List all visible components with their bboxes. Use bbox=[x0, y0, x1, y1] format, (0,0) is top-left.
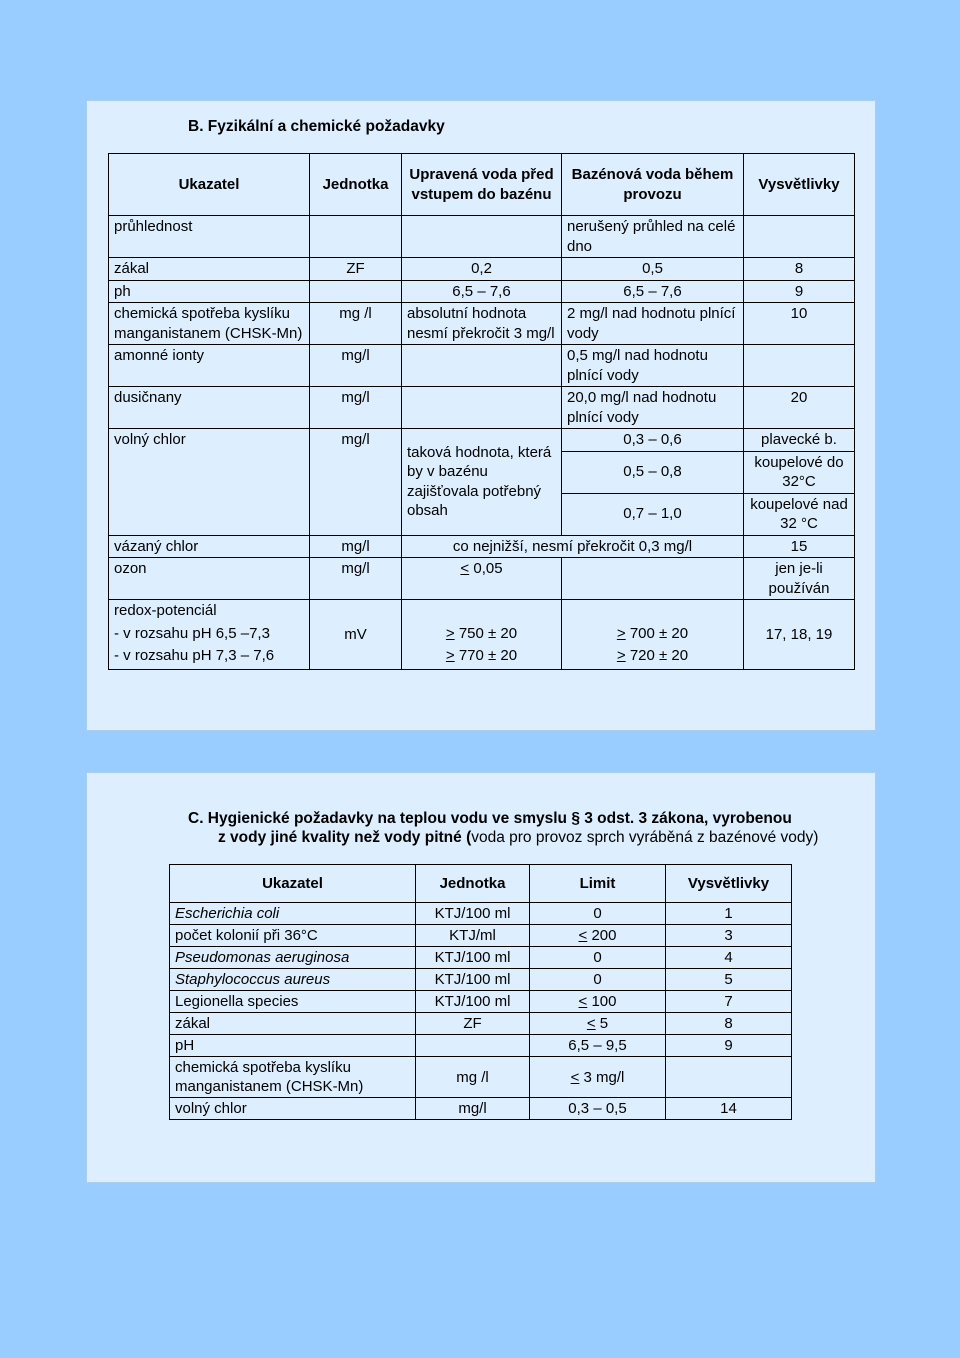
table-row bbox=[109, 280, 855, 303]
cell-bazen bbox=[562, 600, 744, 670]
table-row bbox=[170, 991, 792, 1013]
cell-jednotka bbox=[310, 280, 402, 303]
cell-upravena: taková hodnota, která by v bazénu zajišťovala potřebný obsah bbox=[402, 429, 562, 536]
hygiene-table bbox=[169, 864, 792, 1120]
cell-vysv: 1 bbox=[666, 903, 792, 925]
cell-bazen: 20,0 mg/l nad hodnotu plnící vody bbox=[562, 387, 744, 429]
cell-jednotka: ZF bbox=[310, 258, 402, 281]
cell-jednotka: KTJ/100 ml bbox=[416, 991, 530, 1013]
cell-limit bbox=[530, 947, 666, 969]
table-row bbox=[109, 303, 855, 345]
cell-vysv: koupelové do 32°C bbox=[744, 451, 855, 493]
cell-vysv: koupelové nad 32 °C bbox=[744, 493, 855, 535]
cell-vysv bbox=[744, 345, 855, 387]
cell-upravena bbox=[402, 600, 562, 670]
cell-vysv: 8 bbox=[744, 258, 855, 281]
cell-ukazatel: zákal bbox=[109, 258, 310, 281]
cell-vysv: 9 bbox=[666, 1035, 792, 1057]
cell-ukazatel: počet kolonií při 36°C bbox=[170, 925, 416, 947]
cell-jednotka: mg/l bbox=[310, 429, 402, 536]
table-row bbox=[170, 1013, 792, 1035]
limit-value: 200 bbox=[587, 927, 617, 944]
cell-vysv: 10 bbox=[744, 303, 855, 345]
cell-vysv: 7 bbox=[666, 991, 792, 1013]
limit-sign: < bbox=[578, 993, 588, 1010]
section-c-heading-line2: z vody jiné kvality než vody pitné ( bbox=[218, 829, 472, 846]
cell-jednotka: mV bbox=[310, 600, 402, 670]
cell-ukazatel: Escherichia coli bbox=[170, 903, 416, 925]
cell-bazen: 0,3 – 0,6 bbox=[562, 429, 744, 452]
physical-chemical-table bbox=[108, 153, 855, 670]
limit-sign: < bbox=[570, 1068, 580, 1086]
redox-title: redox-potenciál bbox=[114, 602, 217, 619]
cell-jednotka: KTJ/100 ml bbox=[416, 969, 530, 991]
cell-vysv: 9 bbox=[744, 280, 855, 303]
header-jednotka: Jednotka bbox=[416, 865, 530, 903]
cell-bazen: 0,5 mg/l nad hodnotu plnící vody bbox=[562, 345, 744, 387]
cell-vysv: 14 bbox=[666, 1098, 792, 1120]
header-limit: Limit bbox=[530, 865, 666, 903]
cell-vysv: 8 bbox=[666, 1013, 792, 1035]
table-header-row bbox=[170, 865, 792, 903]
table-row bbox=[109, 535, 855, 558]
header-ukazatel: Ukazatel bbox=[109, 154, 310, 216]
cell-vysv: 17, 18, 19 bbox=[744, 600, 855, 670]
cell-limit bbox=[530, 1057, 666, 1098]
header-upravena: Upravená voda před vstupem do bazénu bbox=[402, 154, 562, 216]
cell-vysv bbox=[744, 216, 855, 258]
header-ukazatel: Ukazatel bbox=[170, 865, 416, 903]
cell-jednotka: mg/l bbox=[310, 387, 402, 429]
cell-jednotka: ZF bbox=[416, 1013, 530, 1035]
table-row bbox=[109, 600, 855, 670]
cell-ukazatel: dusičnany bbox=[109, 387, 310, 429]
table-row bbox=[109, 429, 855, 452]
cell-hodnota: co nejnižší, nesmí překročit 0,3 mg/l bbox=[402, 535, 744, 558]
limit-value: 5 bbox=[595, 1015, 609, 1032]
cell-value: 700 ± 20 bbox=[625, 624, 689, 642]
cell-vysv: plavecké b. bbox=[744, 429, 855, 452]
cell-upravena bbox=[402, 387, 562, 429]
cell-upravena bbox=[402, 216, 562, 258]
cell-ukazatel bbox=[109, 600, 310, 670]
cell-bazen: nerušený průhled na celé dno bbox=[562, 216, 744, 258]
cell-vysv: 3 bbox=[666, 925, 792, 947]
cell-ukazatel: volný chlor bbox=[109, 429, 310, 536]
cell-ukazatel: chemická spotřeba kyslíku manganistanem (CHSK-Mn) bbox=[109, 303, 310, 345]
cell-jednotka: KTJ/100 ml bbox=[416, 947, 530, 969]
section-b-heading: B. Fyzikální a chemické požadavky bbox=[188, 118, 445, 135]
section-b-panel bbox=[86, 100, 876, 731]
section-c-heading-line1: C. Hygienické požadavky na teplou vodu ve smyslu § 3 odst. 3 zákona, vyrobenou bbox=[188, 810, 792, 827]
limit-value: 3 mg/l bbox=[579, 1068, 625, 1086]
cell-jednotka: mg/l bbox=[310, 535, 402, 558]
header-jednotka: Jednotka bbox=[310, 154, 402, 216]
cell-vysv: 5 bbox=[666, 969, 792, 991]
cell-ukazatel: volný chlor bbox=[170, 1098, 416, 1120]
table-row bbox=[170, 1098, 792, 1120]
cell-ukazatel: pH bbox=[170, 1035, 416, 1057]
cell-ukazatel: vázaný chlor bbox=[109, 535, 310, 558]
table-row bbox=[170, 1035, 792, 1057]
cell-ukazatel: Staphylococcus aureus bbox=[170, 969, 416, 991]
table-row bbox=[170, 969, 792, 991]
cell-vysv: 4 bbox=[666, 947, 792, 969]
cell-jednotka: mg/l bbox=[310, 558, 402, 600]
cell-upravena bbox=[402, 558, 562, 600]
cell-limit bbox=[530, 1013, 666, 1035]
limit-value: 0 bbox=[593, 949, 602, 966]
cell-ukazatel: Legionella species bbox=[170, 991, 416, 1013]
cell-upravena: 0,2 bbox=[402, 258, 562, 281]
redox-range-2: - v rozsahu pH 7,3 – 7,6 bbox=[114, 647, 275, 664]
cell-ukazatel: chemická spotřeba kyslíku manganistanem (CHSK-Mn) bbox=[170, 1057, 416, 1098]
cell-upravena bbox=[402, 345, 562, 387]
cell-ukazatel: ph bbox=[109, 280, 310, 303]
cell-limit bbox=[530, 925, 666, 947]
cell-vysv: 20 bbox=[744, 387, 855, 429]
greater-equal-sign: > bbox=[445, 647, 455, 664]
cell-vysv bbox=[666, 1057, 792, 1098]
table-row bbox=[109, 216, 855, 258]
section-c-heading-note: voda pro provoz sprch vyráběná z bazénové vody) bbox=[471, 829, 819, 846]
greater-equal-sign: > bbox=[445, 624, 455, 642]
cell-ukazatel: Pseudomonas aeruginosa bbox=[170, 947, 416, 969]
cell-value: 750 ± 20 bbox=[454, 624, 518, 642]
cell-jednotka bbox=[416, 1035, 530, 1057]
section-c-heading bbox=[188, 809, 868, 847]
table-header-row bbox=[109, 154, 855, 216]
limit-value: 0 bbox=[593, 905, 602, 922]
cell-vysv: 15 bbox=[744, 535, 855, 558]
cell-bazen: 0,7 – 1,0 bbox=[562, 493, 744, 535]
cell-bazen: 0,5 bbox=[562, 258, 744, 281]
cell-limit bbox=[530, 1035, 666, 1057]
cell-limit bbox=[530, 991, 666, 1013]
table-row bbox=[109, 345, 855, 387]
header-bazenova: Bazénová voda během provozu bbox=[562, 154, 744, 216]
greater-equal-sign: > bbox=[616, 647, 626, 664]
cell-limit bbox=[530, 903, 666, 925]
cell-value: 770 ± 20 bbox=[454, 647, 518, 664]
header-vysvetlivky: Vysvětlivky bbox=[744, 154, 855, 216]
cell-upravena: absolutní hodnota nesmí překročit 3 mg/l bbox=[402, 303, 562, 345]
cell-ukazatel: ozon bbox=[109, 558, 310, 600]
cell-limit bbox=[530, 969, 666, 991]
header-vysvetlivky: Vysvětlivky bbox=[666, 865, 792, 903]
table-row bbox=[170, 925, 792, 947]
cell-ukazatel: průhlednost bbox=[109, 216, 310, 258]
cell-bazen: 6,5 – 7,6 bbox=[562, 280, 744, 303]
cell-ukazatel: zákal bbox=[170, 1013, 416, 1035]
cell-jednotka: mg/l bbox=[310, 345, 402, 387]
greater-equal-sign: > bbox=[616, 624, 626, 642]
limit-sign: < bbox=[586, 1015, 596, 1032]
section-c-panel bbox=[86, 772, 876, 1183]
limit-value: 6,5 – 9,5 bbox=[568, 1037, 627, 1054]
table-row bbox=[109, 558, 855, 600]
cell-vysv: jen je-li používán bbox=[744, 558, 855, 600]
limit-sign: < bbox=[578, 927, 588, 944]
cell-jednotka: mg /l bbox=[416, 1057, 530, 1098]
limit-value: 0,3 – 0,5 bbox=[568, 1100, 627, 1117]
limit-value: 100 bbox=[587, 993, 617, 1010]
redox-range-1: - v rozsahu pH 6,5 –7,3 bbox=[114, 624, 270, 642]
cell-bazen: 2 mg/l nad hodnotu plnící vody bbox=[562, 303, 744, 345]
table-row bbox=[109, 258, 855, 281]
table-row bbox=[109, 387, 855, 429]
cell-value: 720 ± 20 bbox=[625, 647, 689, 664]
table-row bbox=[170, 903, 792, 925]
cell-ukazatel: amonné ionty bbox=[109, 345, 310, 387]
cell-value: 0,05 bbox=[469, 560, 503, 577]
cell-jednotka: KTJ/100 ml bbox=[416, 903, 530, 925]
cell-jednotka: mg /l bbox=[310, 303, 402, 345]
cell-bazen: 0,5 – 0,8 bbox=[562, 451, 744, 493]
table-row bbox=[170, 947, 792, 969]
limit-value: 0 bbox=[593, 971, 602, 988]
table-row bbox=[170, 1057, 792, 1098]
cell-jednotka: mg/l bbox=[416, 1098, 530, 1120]
cell-jednotka: KTJ/ml bbox=[416, 925, 530, 947]
cell-bazen bbox=[562, 558, 744, 600]
cell-upravena: 6,5 – 7,6 bbox=[402, 280, 562, 303]
cell-limit bbox=[530, 1098, 666, 1120]
less-equal-sign: < bbox=[460, 560, 470, 577]
cell-jednotka bbox=[310, 216, 402, 258]
